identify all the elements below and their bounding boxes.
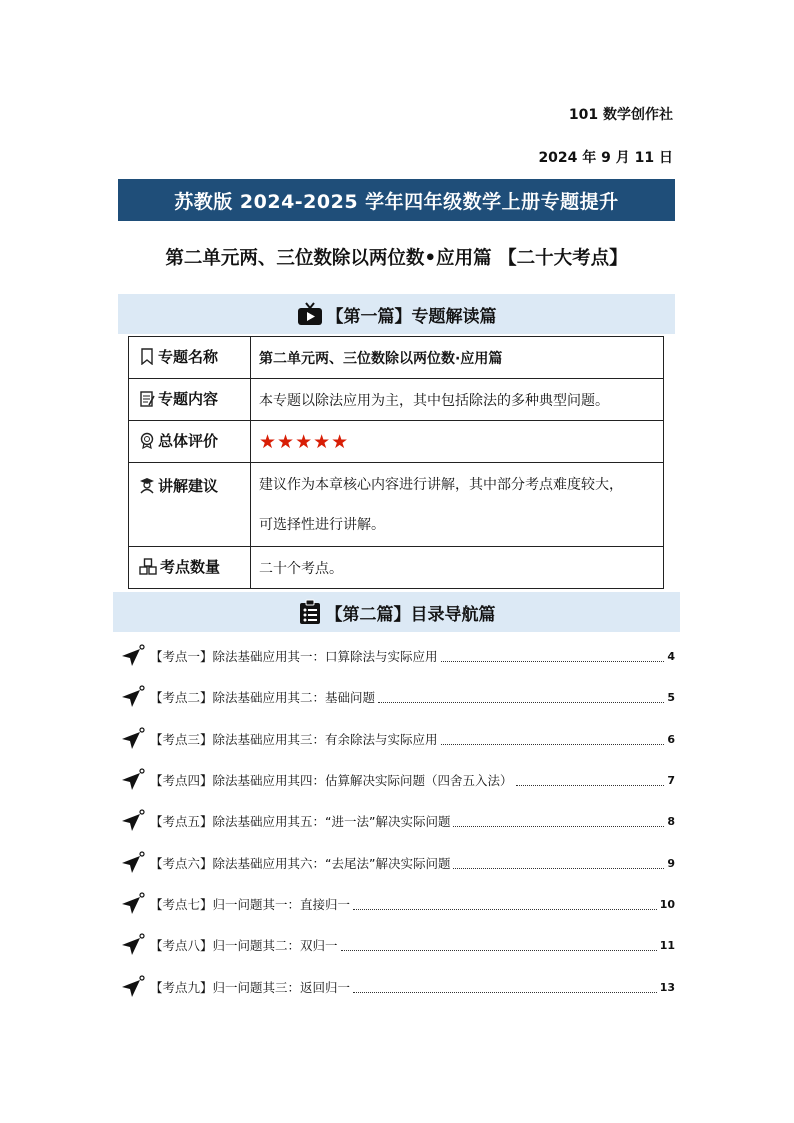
section-title: 【第二篇】目录导航篇 <box>325 604 496 625</box>
topic-content-value: 本专题以除法应用为主，其中包括除法的多种典型问题。 <box>251 379 664 421</box>
label-cell: 总体评价 <box>129 421 251 463</box>
navigation-arrow-icon <box>120 809 146 833</box>
label-cell: 考点数量 <box>129 547 251 589</box>
toc-title: 【考点四】除法基础应用其四：估算解决实际问题（四舍五入法） <box>150 773 513 788</box>
toc-leader <box>353 982 657 993</box>
toc-item-8[interactable] <box>120 933 675 957</box>
document-title: 苏教版 2024-2025 学年四年级数学上册专题提升 <box>118 179 675 221</box>
toc-title: 【考点七】归一问题其一：直接归一 <box>150 897 351 912</box>
toc-title: 【考点九】归一问题其三：返回归一 <box>150 980 351 995</box>
toc-page-number: 8 <box>667 814 675 828</box>
navigation-arrow-icon <box>120 727 146 751</box>
advice-value: 建议作为本章核心内容进行讲解，其中部分考点难度较大， 可选择性进行讲解。 <box>251 463 664 547</box>
toc-leader <box>453 858 664 869</box>
toc-item-4[interactable] <box>120 768 675 792</box>
toc-title: 【考点八】归一问题其二：双归一 <box>150 938 338 953</box>
clipboard-list-icon <box>298 599 322 625</box>
toc-page-number: 9 <box>667 856 675 870</box>
toc-item-1[interactable] <box>120 644 675 668</box>
topic-count-value: 二十个考点。 <box>251 547 664 589</box>
document-date: 2024 年 9 月 11 日 <box>538 150 673 166</box>
toc-page-number: 11 <box>659 938 675 952</box>
navigation-arrow-icon <box>120 892 146 916</box>
document-subtitle: 第二单元两、三位数除以两位数•应用篇 【二十大考点】 <box>165 248 628 269</box>
toc-page-number: 6 <box>667 732 675 746</box>
toc-page-number: 10 <box>659 897 675 911</box>
toc-page-number: 5 <box>667 690 675 704</box>
bookmark-icon <box>139 348 155 369</box>
toc-title: 【考点一】除法基础应用其一：口算除法与实际应用 <box>150 649 438 664</box>
toc-item-2[interactable] <box>120 685 675 709</box>
badge-icon <box>139 432 155 453</box>
toc-leader <box>441 651 665 662</box>
navigation-arrow-icon <box>120 768 146 792</box>
table-row <box>129 379 664 421</box>
toc-title: 【考点五】除法基础应用其五：“进一法”解决实际问题 <box>150 814 451 829</box>
toc-page-number: 4 <box>667 649 675 663</box>
toc-leader <box>441 734 665 745</box>
toc-item-3[interactable] <box>120 727 675 751</box>
toc-leader <box>341 940 657 951</box>
navigation-arrow-icon <box>120 933 146 957</box>
navigation-arrow-icon <box>120 644 146 668</box>
navigation-arrow-icon <box>120 975 146 999</box>
blocks-icon <box>139 558 157 579</box>
toc-title: 【考点三】除法基础应用其三：有余除法与实际应用 <box>150 732 438 747</box>
toc-title: 【考点二】除法基础应用其二：基础问题 <box>150 690 376 705</box>
toc-leader <box>353 899 657 910</box>
toc-item-7[interactable] <box>120 892 675 916</box>
label-cell: 讲解建议 <box>129 463 251 547</box>
label-cell: 专题内容 <box>129 379 251 421</box>
tv-icon <box>297 302 323 326</box>
toc-title: 【考点六】除法基础应用其六：“去尾法”解决实际问题 <box>150 856 451 871</box>
toc-page-number: 7 <box>667 773 675 787</box>
toc-item-5[interactable] <box>120 809 675 833</box>
label-cell: 专题名称 <box>129 337 251 379</box>
table-row <box>129 463 664 547</box>
table-row <box>129 547 664 589</box>
section-header-interpretation <box>118 294 675 334</box>
toc-item-9[interactable] <box>120 975 675 999</box>
organization-name: 101 数学创作社 <box>568 107 673 123</box>
teacher-icon <box>139 477 155 498</box>
rating-stars: ★★★★★ <box>251 421 664 463</box>
table-row <box>129 337 664 379</box>
table-row <box>129 421 664 463</box>
section-title: 【第一篇】专题解读篇 <box>326 306 497 327</box>
topic-info-table <box>128 336 664 589</box>
navigation-arrow-icon <box>120 685 146 709</box>
section-header-toc <box>113 592 680 632</box>
toc-leader <box>516 775 665 786</box>
toc-leader <box>453 816 664 827</box>
toc-page-number: 13 <box>659 980 675 994</box>
toc-leader <box>378 692 664 703</box>
notepad-icon <box>139 390 155 411</box>
navigation-arrow-icon <box>120 851 146 875</box>
topic-name-value: 第二单元两、三位数除以两位数·应用篇 <box>251 337 664 379</box>
toc-item-6[interactable] <box>120 851 675 875</box>
